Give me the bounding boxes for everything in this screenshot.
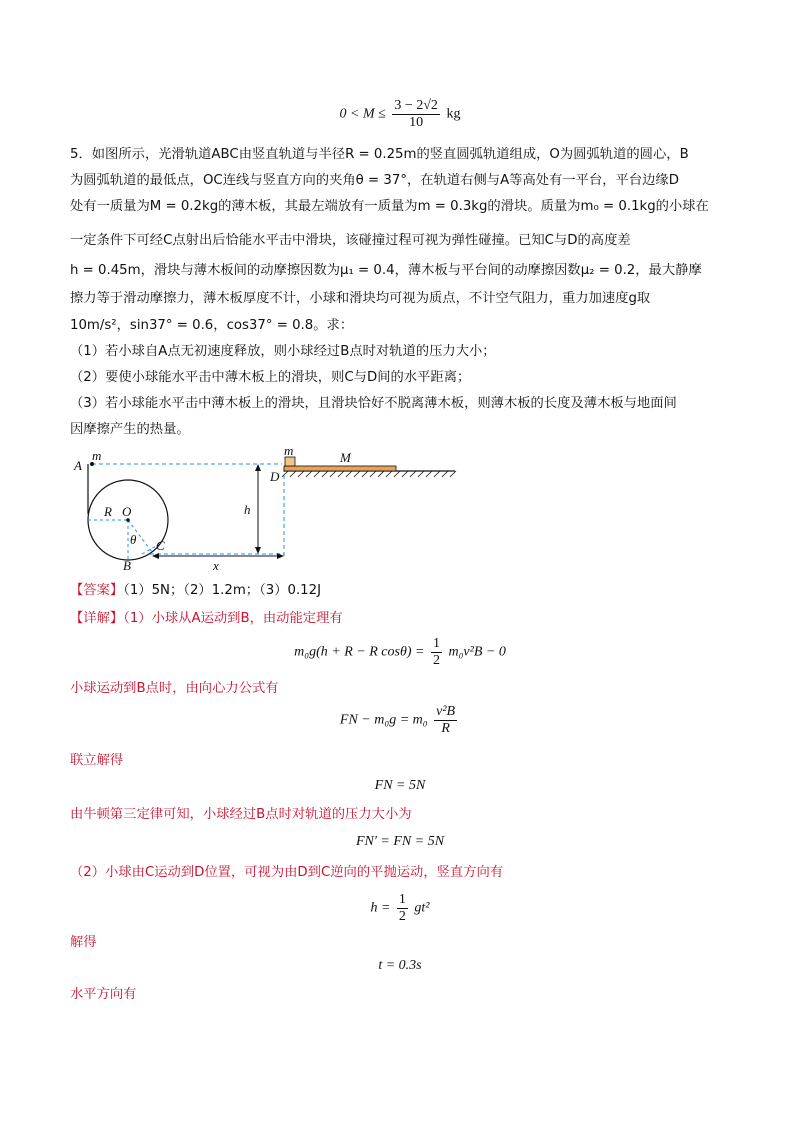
label-h: h (244, 502, 251, 517)
problem-line-2: 为圆弧轨道的最低点，OC连线与竖直方向的夹角θ = 37°，在轨道右侧与A等高处有一平台，平台边缘D (70, 173, 679, 188)
solution-line-3: 联立解得 (70, 753, 124, 768)
solution-line-2: 小球运动到B点时，由向心力公式有 (70, 681, 279, 696)
equation-6: t = 0.3s (378, 958, 422, 973)
h-arrow-head-down (255, 547, 261, 554)
question-3-cont: 因摩擦产生的热量。 (70, 422, 190, 437)
top-eq-lhs: 0 < M ≤ (339, 106, 386, 122)
eq5-lhs: h = (370, 900, 391, 916)
label-theta: θ (130, 532, 137, 547)
eq5-rhs: gt² (414, 900, 430, 916)
plank (284, 466, 396, 471)
solution-line-5: （2）小球由C运动到D位置，可视为由D到C逆向的平抛运动，竖直方向有 (70, 865, 504, 880)
physics-diagram (70, 446, 470, 576)
top-equation (0, 98, 800, 131)
top-eq-num: 3 − 2√2 (394, 98, 438, 113)
label-block-m: m (284, 446, 294, 458)
label-plank-m: M (340, 450, 351, 465)
problem-line-5: h = 0.45m，滑块与薄木板间的动摩擦因数为μ₁ = 0.4，薄木板与平台间的动摩擦因数μ₂ = 0.2，最大静摩 (70, 263, 702, 278)
h-arrow-head-up (255, 464, 261, 471)
x-arrow-head-right (277, 553, 284, 559)
problem-line-6: 擦力等于滑动摩擦力，薄木板厚度不计，小球和滑块均可视为质点，不计空气阻力，重力加速度g取 (70, 291, 651, 306)
label-c: C (156, 538, 165, 553)
platform-hatching (282, 471, 456, 477)
solution-tag: 【详解】 (70, 611, 124, 626)
block (285, 457, 295, 466)
eq2-fraction (434, 704, 457, 737)
question-2: （2）要使小球能水平击中薄木板上的滑块，则C与D间的水平距离； (70, 370, 471, 385)
answer-text: （1）5N；（2）1.2m；（3）0.12J (123, 583, 322, 598)
top-eq-den: 10 (409, 115, 424, 130)
label-r: R (104, 504, 112, 519)
solution-line-1 (70, 610, 740, 628)
label-x: x (213, 558, 219, 573)
eq1-lhs: m₀g(h + R − R cosθ) = (294, 644, 425, 660)
solution-line-7: 水平方向有 (70, 987, 137, 1002)
eq1-den: 2 (432, 653, 440, 668)
eq1-rhs: m₀v²B − 0 (448, 644, 506, 660)
eq2-den: R (441, 721, 450, 736)
answer-line (70, 582, 740, 600)
question-1: （1）若小球自A点无初速度释放，则小球经过B点时对轨道的压力大小； (70, 344, 496, 359)
equation-2 (0, 704, 800, 737)
label-o: O (122, 504, 132, 519)
solution-line-6: 解得 (70, 935, 97, 950)
equation-5 (0, 892, 800, 925)
label-d: D (270, 469, 280, 484)
top-eq-unit: kg (446, 106, 461, 122)
eq5-den: 2 (398, 909, 406, 924)
eq1-fraction (431, 636, 442, 669)
problem-line-4: 一定条件下可经C点射出后恰能水平击中滑块，该碰撞过程可视为弹性碰撞。已知C与D的高度差 (70, 233, 631, 248)
eq2-num: v²B (436, 704, 456, 719)
eq1-num: 1 (432, 636, 440, 651)
eq5-fraction (397, 892, 408, 925)
answer-tag: 【答案】 (70, 583, 124, 598)
eq5-num: 1 (398, 892, 406, 907)
top-eq-fraction (392, 98, 440, 131)
label-b: B (123, 558, 131, 573)
equation-3: FN = 5N (374, 778, 426, 793)
equation-1 (0, 636, 800, 669)
solution-line-4: 由牛顿第三定律可知，小球经过B点时对轨道的压力大小为 (70, 807, 412, 822)
label-a: A (74, 458, 82, 473)
solution-text-1: （1）小球从A运动到B，由动能定理有 (123, 611, 343, 626)
problem-line-3: 处有一质量为M = 0.2kg的薄木板，其最左端放有一质量为m = 0.3kg的滑块。质量为m₀ = 0.1kg的小球在 (70, 199, 709, 214)
problem-line-1: 5．如图所示，光滑轨道ABC由竖直轨道与半径R = 0.25m的竖直圆弧轨道组成，O为圆弧轨道的圆心，B (70, 147, 689, 162)
label-ball-m: m (92, 448, 102, 463)
eq2-lhs: FN − m₀g = m₀ (339, 712, 428, 728)
equation-4: FN′ = FN = 5N (355, 834, 445, 849)
question-3: （3）若小球能水平击中薄木板上的滑块，且滑块恰好不脱离薄木板，则薄木板的长度及薄木板与地面间 (70, 396, 677, 411)
problem-line-7: 10m/s²，sin37° = 0.6，cos37° = 0.8。求： (70, 318, 354, 333)
